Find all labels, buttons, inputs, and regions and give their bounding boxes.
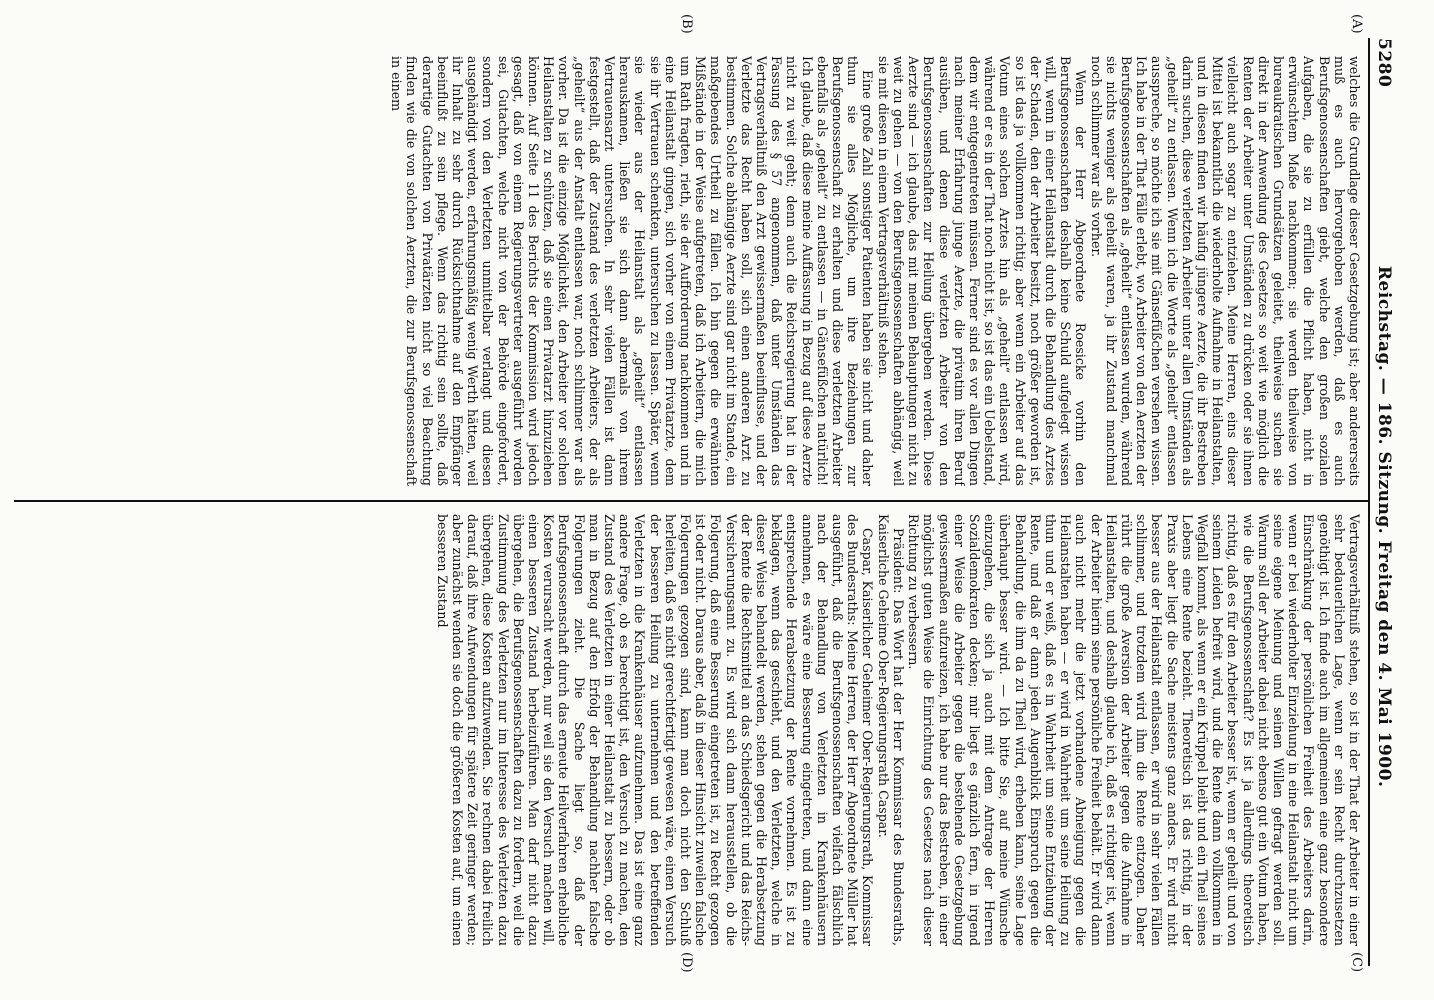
paragraph: welches die Grundlage dieser Gesetzgebung ist; aber andererseits muß es auch hervorgehoben werden, daß es auch Berufsgenossenschaften giebt, welche den großen sozialen Aufgaben, die sie zu erfüllen die Pflicht haben, nicht in erwünschtem Maße nachkommen; sie werden theilweise von bureaukratischen Grundsätzen geleitet, theilweise suchen sie direkt in der Anwendung des Gesetzes so weit wie möglich die Renten der Arbeiter unter Umständen zu drücken oder sie ihnen vielleicht auch sogar zu entziehen. Meine Herren, eins dieser Mittel ist bekanntlich die wiederholte Aufnahme in Heilanstalten, und in diesen finden wir häufig jüngere Aerzte, die ihr Bestreben darin suchen, diese verletzten Arbeiter unter allen Umständen als „geheilt“ zu entlassen. Wenn ich die Worte als „geheilt“ entlassen ausspreche, so möchte ich sie mit Gänsefüßchen versehen wissen. Ich habe in der That Fälle erlebt, wo Arbeiter von den Aerzten der Berufsgenossenschaften als „geheilt“ entlassen wurden, während sie nichts weniger als geheilt waren, ja ihr Zustand manchmal noch schlimmer war als vorher.	[1088, 56, 1362, 486]
margin-marker-c: (C)	[1349, 952, 1364, 973]
paragraph: Eine große Zahl sonstiger Patienten haben sie nicht und daher thun sie alles Mögliche, um ihre Beziehungen zur Berufsgenossenschaft zu erhalten und diese verletzten Arbeiter ebenfalls als „geheilt“ zu entlassen — in Gänsefüßchen natürlich! Ich glaube, daß diese meine Auffassung in Bezug auf diese Aerzte nicht zu weit geht; denn auch die Reichsregierung hat in der Fassung des § 57 angenommen, daß unter Umständen das Vertragsverhältniß den Arzt gewissermaßen beeinflusse, und der Verletzte das Recht haben soll, sich einen anderen Arzt zu bestimmen. Solche abhängige Aerzte sind gar nicht im Stande, ein maßgebendes Urtheil zu fällen. Ich bin gegen die erwähnten Mißstände in der Weise aufgetreten, daß ich Arbeitern, die mich um Rath fragten, rieth, sie der Aufforderung nachkommen und in eine Heilanstalt gingen, sich vorher von einem Privatarzte, dem sie ihr Vertrauen schenkten, untersuchen zu lassen. Später, wenn sie wieder aus der Heilanstalt als „geheilt“ entlassen herauskamen, ließen sie sich dann abermals von ihrem Vertrauensarzt untersuchen. In sehr vielen Fällen ist dann festgestellt, daß der Zustand des verletzten Arbeiters, der als „geheilt“ aus der Anstalt entlassen war, noch schlimmer war als vorher. Da ist die einzige Möglichkeit, den Arbeiter vor solchen Heilanstalten zu schützen, daß sie einen Privatarzt hinzuziehen können. Auf Seite 11 des Berichts der Kommission wird jedoch gesagt, daß von einem Regierungsvertreter ausgeführt worden sei, Gutachten, welche nicht von der Behörde eingefordert, sondern von den Verletzten unmittelbar verlangt und diesen ausgehändigt werden, erfahrungsmäßig wenig Werth hätten, weil ihr Inhalt zu sehr durch Rücksichtnahme auf den Empfänger beeinflußt zu sein pflege. Wenn das richtig sein sollte, daß derartige Gutachten von Privatärzten nicht so viel Beachtung finden wie die von solchen Aerzten, die zur Berufsgenossenschaft in einem	[389, 56, 876, 486]
paragraph: Präsident: Das Wort hat der Herr Kommissar des Bundesraths, Kaiserliche Geheime Ober-Regierungsrath Caspar.	[875, 514, 906, 946]
text-column-left	[22, 56, 1362, 486]
paragraph: Vertragsverhältniß stehen, so ist in der That der Arbeiter in einer sehr bedauerlichen Lage, wenn er sein Recht durchzusetzen genöthigt ist. Ich finde auch im allgemeinen eine ganz besondere Einschränkung der persönlichen Freiheit des Arbeiters darin, wenn er bei wiederholter Einziehung in eine Heilanstalt nicht um seine eigene Meinung und seinen Willen gefragt werden soll. Warum soll der Arbeiter dabei nicht ebenso gut ein Votum haben, wie die Berufsgenossenschaft? Es ist ja allerdings theoretisch richtig, daß es für den Arbeiter besser ist, wenn er geheilt und von seinem Leiden befreit wird, und die Rente dann vollkommen in Wegfall kommt, als wenn er ein Krüppel bleibt und ein Theil seines Lebens eine Rente bezieht. Theoretisch ist das richtig, in der Praxis aber liegt die Sache meistens ganz anders. Er wird nicht besser aus der Heilanstalt entlassen, er wird in sehr vielen Fällen schlimmer, und trotzdem wird ihm die Rente entzogen. Daher rührt die große Aversion der Arbeiter gegen die Aufnahme in Heilanstalten, und deshalb glaube ich, daß es richtiger ist, wenn der Arbeiter hierin seine persönliche Freiheit behält. Er wird dann auch nicht mehr die jetzt vorhandene Abneigung gegen die Heilanstalten haben — er wird in Wahrheit um seine Heilung zu thun und er weiß, daß es in Wahrheit um seine Entziehung der Rente, und daß er dann jeden Augenblick Einspruch gegen die Behandlung, die ihm da zu Theil wird, erheben kann, seine Lage überhaupt besser wird. — Ich bitte Sie, auf meine Wünsche einzugehen, die sich ja auch mit dem Antrage der Herren Sozialdemokraten decken; mir liegt es gänzlich fern, in irgend einer Weise die Arbeiter gegen die bestehende Gesetzgebung gewissermaßen aufzureizen, ich habe nur das Bestreben, in einer möglichst guten Weise die Einrichtung des Gesetzes nach dieser Richtung zu verbessern.	[906, 514, 1362, 946]
page-title: Reichstag. — 186. Sitzung. Freitag den 4. Mai 1900.	[1374, 265, 1394, 788]
margin-marker-a: (A)	[1349, 14, 1364, 34]
page-number: 5280	[1374, 38, 1394, 88]
paragraph: Caspar, Kaiserlicher Geheimer Ober-Regierungsrath, Kommissar des Bundesraths: Meine Herren, der Herr Abgeordnete Müller hat ausgeführt, daß die Berufsgenossenschaften vielfach fälschlich nach der Behandlung von Verletzten in Krankenhäusern annehmen, es wäre eine Besserung eingetreten, und dann eine entsprechende Herabsetzung der Rente vornehmen. Es ist zu beklagen, wenn das geschieht, und den Verletzten, welche in dieser Weise behandelt werden, stehen gegen die Herabsetzung der Rente die Rechtsmittel an das Schiedsgericht und das Reichs-Versicherungsamt zu. Es wird sich dann herausstellen, ob die Folgerung, daß eine Besserung eingetreten ist, zu Recht gezogen ist oder nicht. Daraus aber, daß in dieser Hinsicht zuweilen falsche Folgerungen gezogen sind, kann man doch nicht den Schluß herleiten, daß es nicht gerechtfertigt gewesen wäre, einen Versuch der besseren Heilung zu unternehmen und den betreffenden Verletzten in die Krankenhäuser aufzunehmen. Das ist eine ganz andere Frage, ob es berechtigt ist, den Versuch zu machen, den Zustand des Verletzten in einer Heilanstalt zu bessern, oder ob man in Bezug auf den Erfolg der Behandlung nachher falsche Folgerungen zieht. Die Sache liegt so, daß der Berufsgenossenschaft durch das erneute Heilverfahren erhebliche Kosten verursacht werden, nur weil sie den Versuch machen will, einen besseren Zustand herbeizuführen. Man darf nicht dazu übergehen, die Berufsgenossenschaften dazu zu fordern, weil die Zustimmung des Verletzten nur im Interesse des Verletzten dazu übergehen, diese Kosten aufzuwenden. Sie rechnen dabei freilich darauf, daß ihre Aufwendungen für spätere Zeit geringer werden; aber zunächst wenden sie doch die größeren Kosten auf, um einen besseren Zustand	[434, 514, 876, 946]
paragraph: Wenn der Herr Abgeordnete Roesicke vorhin den Berufsgenossenschaften deshalb keine Schuld aufgelegt wissen will, wenn in einer Heilanstalt durch die Behandlung des Arztes der Schaden, den der Arbeiter besitzt, noch größer geworden ist, so ist das ja vollkommen richtig; aber wenn ein Arbeiter auf das Votum eines solchen Arztes hin als „geheilt“ entlassen wird, während er es in der That noch nicht ist, so ist das ein Uebelstand, dem wir entgegentreten müssen. Ferner sind es vor allen Dingen nach meiner Erfahrung junge Aerzte, die privatim ihren Beruf ausüben, und denen diese verletzten Arbeiter von den Berufsgenossenschaften zur Heilung übergeben werden. Diese Aerzte sind — ich glaube, das mit meinen Behauptungen nicht zu weit zu gehen — von den Berufsgenossenschaften abhängig, weil sie mit diesen in einem Vertragsverhältniß stehen.	[875, 56, 1089, 486]
header-rule	[1368, 38, 1370, 966]
margin-marker-b: (B)	[679, 14, 694, 34]
margin-marker-d: (D)	[679, 952, 694, 973]
column-divider	[14, 500, 1370, 502]
page-header	[1374, 38, 1402, 966]
text-column-right	[22, 514, 1362, 946]
